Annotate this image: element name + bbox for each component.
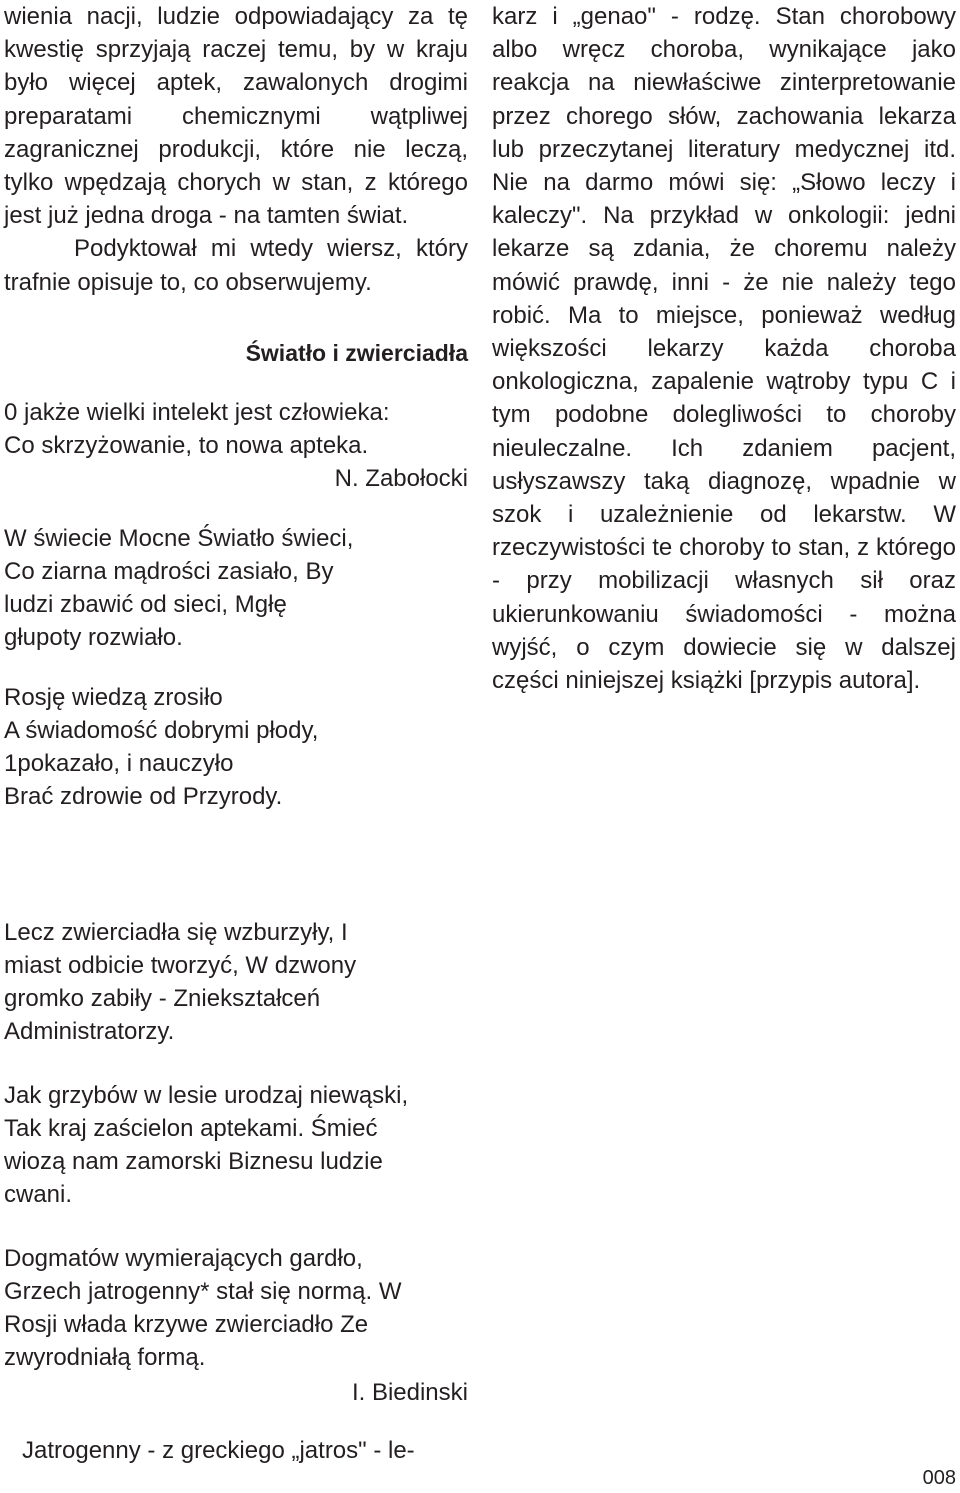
poem-stanza-4: Jak grzybów w lesie urodzaj niewąski, Tak kraj zaścielon aptekami. Śmieć wiozą nam zamorski Biznesu ludzie cwani. — [4, 1082, 409, 1208]
poem-stanza-3: Lecz zwierciadła się wzburzyły, I miast odbicie tworzyć, W dzwony gromko zabiły - Zniekształceń Administratorzy. — [4, 919, 357, 1045]
dictation-paragraph: Podyktował mi wtedy wiersz, który trafnie opisuje to, co obserwujemy. — [4, 235, 468, 296]
poem-stanza-1: W świecie Mocne Światło świeci, Co ziarna mądrości zasiało, By ludzi zbawić od sieci, Mgłę głupoty rozwiało. — [4, 524, 354, 651]
left-column — [4, 0, 468, 813]
footnote-continuation-paragraph: karz i „genao" - rodzę. Stan chorobowy albo wręcz choroba, wynikające jako reakcja na niewłaściwe zinterpretowanie przez chorego słów, zachowania lekarza lub przeczytanej literatury medycznej itd. Nie na darmo mówi się: „Słowo leczy i kaleczy". Na przykład w onkologii: jedni lekarze są zdania, że choremu należy mówić prawdę, inni - że nie należy tego robić. Ma to miejsce, ponieważ według większości lekarzy każda choroba onkologiczna, zapalenie wątroby typu C i tym podobne dolegliwości to choroby nieuleczalne. Ich zdaniem pacjent, usłyszawszy taką diagnozę, wpadnie w szok i uzależnienie od lekarstw. W rzeczywistości te choroby to stan, z którego - przy mobilizacji własnych sił oraz ukierunkowaniu świadomości - można wyjść, o czym dowiecie się w dalszej części niniejszej książki [przypis autora]. — [492, 3, 956, 695]
epigraph-author: N. Zabołocki — [334, 464, 468, 492]
page-number: 008 — [922, 1467, 956, 1489]
right-prose — [492, 0, 956, 697]
right-column — [492, 0, 956, 697]
epigraph — [4, 396, 468, 495]
poem-title: Światło i zwierciadła — [245, 339, 468, 366]
intro-paragraph: wienia nacji, ludzie odpowiadający za tę kwestię sprzyjają raczej temu, by w kraju było więcej aptek, zawalonych drogimi preparatami chemicznymi wątpliwej zagranicznej produkcji, które nie leczą, tylko wpędzają chorych w stan, z którego jest już jedna droga - na tamten świat. — [4, 3, 468, 230]
poem-author: I. Biedinski — [351, 1379, 468, 1406]
poem-stanza-2: Rosję wiedzą zrosiło A świadomość dobrymi płody, 1pokazało, i nauczyło Brać zdrowie od Przyrody. — [4, 683, 319, 810]
left-prose — [4, 0, 468, 299]
footnote: Jatrogenny - z greckiego „jatros" - le- — [22, 1437, 415, 1464]
epigraph-line: Co skrzyżowanie, to nowa apteka. — [4, 431, 369, 459]
poem-stanza-5: Dogmatów wymierających gardło, Grzech jatrogenny* stał się normą. W Rosji włada krzywe zwierciadło Ze zwyrodniałą formą. — [4, 1245, 402, 1371]
epigraph-line: 0 jakże wielki intelekt jest człowieka: — [4, 398, 390, 426]
